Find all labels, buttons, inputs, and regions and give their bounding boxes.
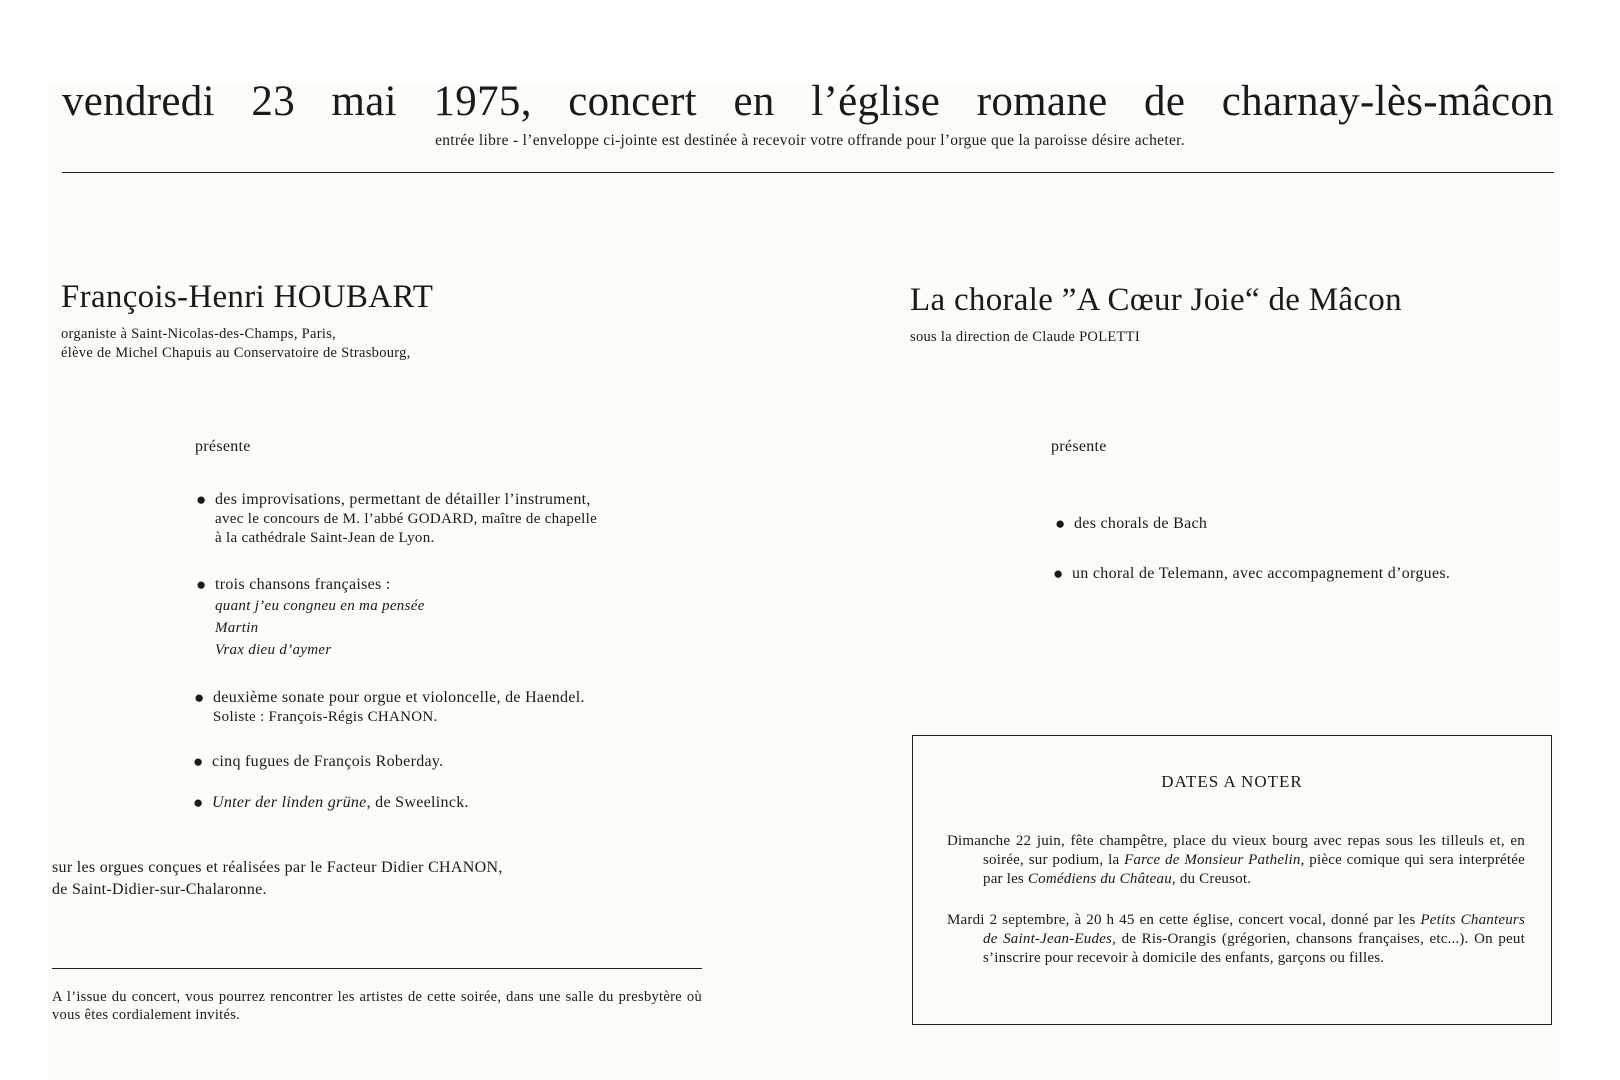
list-item: [196, 490, 598, 548]
list-item: [193, 793, 469, 813]
list-item: [1055, 514, 1208, 534]
date-entry-1: Dimanche 22 juin, fête champêtre, place du vieux bourg avec repas sous les tilleuls et, en soirée, sur podium, la Farce de Monsieur Pathelin, pièce comique qui sera interprétée par les Comédiens du Château, du Creusot.: [947, 833, 1525, 887]
organ-credit-2: de Saint-Didier-sur-Chalaronne.: [52, 881, 267, 898]
item-line: à la cathédrale Saint-Jean de Lyon.: [215, 530, 435, 546]
date-entry-2: Mardi 2 septembre, à 20 h 45 en cette église, concert vocal, donné par les Petits Chanteurs de Saint-Jean-Eudes, de Ris-Orangis (grégorien, chansons françaises, etc...). On peut s’inscrire pour recevoir à domicile des enfants, garçons ou filles.: [947, 912, 1525, 966]
bullet-icon: ●: [1055, 514, 1066, 533]
organ-credit-1: sur les orgues conçues et réalisées par le Facteur Didier CHANON,: [52, 859, 503, 876]
item-line: avec le concours de M. l’abbé GODARD, maître de chapelle: [215, 511, 598, 527]
organist-name: François-Henri HOUBART: [61, 279, 434, 315]
choir-direction: sous la direction de Claude POLETTI: [910, 329, 1140, 345]
item-line: des improvisations, permettant de détailler l’instrument,: [215, 491, 591, 508]
bullet-icon: ●: [1053, 564, 1064, 583]
choir-name: La chorale ”A Cœur Joie“ de Mâcon: [910, 282, 1402, 318]
concert-title: vendredi 23 mai 1975, concert en l’église romane de charnay-lès-mâcon: [62, 78, 1554, 125]
bullet-icon: ●: [194, 688, 205, 707]
list-item: [196, 575, 425, 661]
item-line: des chorals de Bach: [1074, 515, 1208, 532]
list-item: [1053, 564, 1451, 584]
concert-subtitle: entrée libre - l’enveloppe ci-jointe est destinée à recevoir votre offrande pour l’orgue que la paroisse désire acheter.: [435, 132, 1185, 149]
bullet-icon: ●: [193, 752, 204, 771]
bullet-icon: ●: [196, 575, 207, 594]
header-rule: [62, 172, 1554, 173]
organist-role-2: élève de Michel Chapuis au Conservatoire de Strasbourg,: [61, 345, 411, 361]
left-presents: présente: [195, 438, 251, 455]
bullet-icon: ●: [196, 490, 207, 509]
dates-title: DATES A NOTER: [1161, 772, 1303, 791]
note-rule: [52, 968, 702, 969]
song-title: quant j’eu congneu en ma pensée: [215, 598, 425, 614]
item-line: cinq fugues de François Roberday.: [212, 753, 444, 770]
item-line: , de Sweelinck.: [366, 794, 469, 811]
closing-note: A l’issue du concert, vous pourrez rencontrer les artistes de cette soirée, dans une salle du presbytère où vous êtes cordialement invités.: [52, 989, 702, 1023]
song-title: Martin: [215, 620, 259, 636]
item-line: un choral de Telemann, avec accompagnement d’orgues.: [1072, 565, 1451, 582]
list-item: [194, 688, 585, 727]
item-line: Soliste : François-Régis CHANON.: [213, 709, 438, 725]
list-item: [193, 752, 444, 772]
item-line: trois chansons françaises :: [215, 576, 391, 593]
bullet-icon: ●: [193, 793, 204, 812]
dates-box: [912, 735, 1552, 1025]
piece-title: Unter der linden grüne: [212, 794, 367, 811]
right-presents: présente: [1051, 438, 1107, 455]
song-title: Vrax dieu d’aymer: [215, 642, 332, 658]
item-line: deuxième sonate pour orgue et violoncelle, de Haendel.: [213, 689, 585, 706]
organist-role-1: organiste à Saint-Nicolas-des-Champs, Paris,: [61, 326, 337, 342]
